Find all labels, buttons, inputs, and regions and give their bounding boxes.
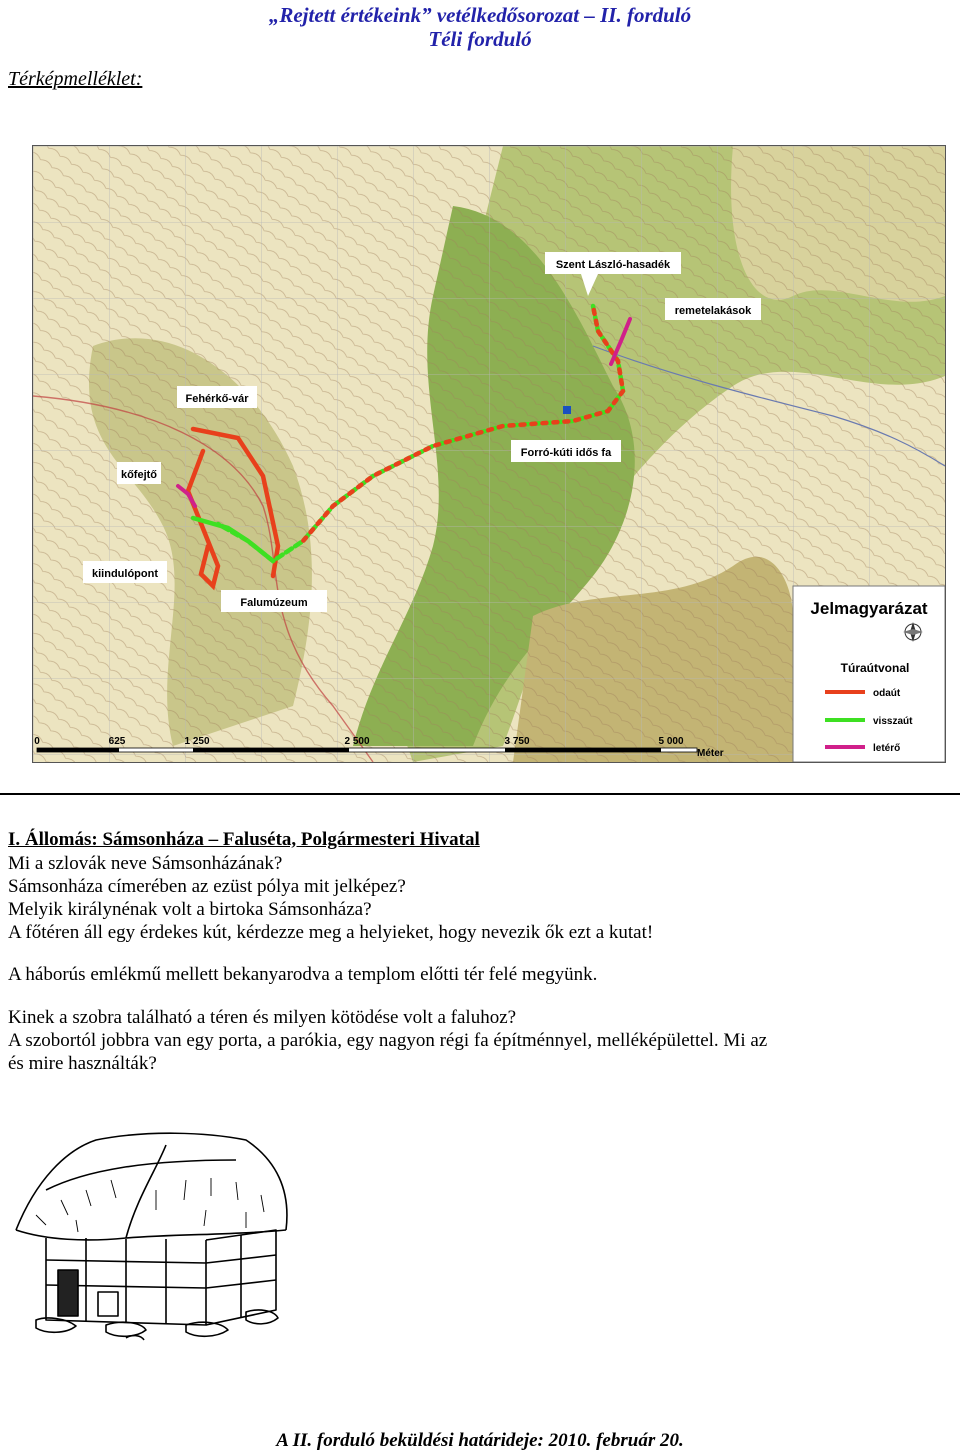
station-question-6-cont: és mire használták?	[8, 1053, 157, 1074]
station-question-3: Melyik királynénak volt a birtoka Sámsonháza?	[8, 899, 372, 920]
doc-title: „Rejtett értékeink” vetélkedősorozat – II. forduló	[268, 3, 692, 27]
station-question-5: Kinek a szobra található a téren és milyen kötödése volt a faluhoz?	[8, 1007, 517, 1028]
scale-tick-625: 625	[108, 736, 126, 747]
scale-tick-5000: 5 000	[658, 736, 684, 747]
legend-subtitle: Túraútvonal	[840, 661, 910, 675]
doc-subtitle: Téli forduló	[428, 27, 532, 51]
svg-text:Szent László-hasadék: Szent László-hasadék	[555, 259, 671, 271]
station-question-1: Mi a szlovák neve Sámsonházának?	[8, 853, 283, 874]
scale-tick-3750: 3 750	[504, 736, 530, 747]
station-instruction: A háborús emlékmű mellett bekanyarodva a templom előtti tér felé megyünk.	[8, 964, 598, 985]
station-title: I. Állomás: Sámsonháza – Faluséta, Polgármesteri Hivatal	[8, 829, 480, 850]
submission-deadline: A II. forduló beküldési határideje: 2010. február 20.	[276, 1430, 684, 1451]
scale-tick-2500: 2 500	[344, 736, 370, 747]
wooden-house-drawing	[6, 1120, 300, 1360]
label-forrokuti	[511, 440, 621, 462]
label-remetelakasok	[665, 298, 761, 320]
svg-text:kiindulópont: kiindulópont	[92, 568, 158, 580]
legend-label-visszaut: visszaút	[873, 716, 913, 727]
legend-label-letero: letérő	[873, 743, 901, 754]
scale-unit: Méter	[697, 748, 724, 759]
legend-title: Jelmagyarázat	[810, 599, 928, 618]
station-question-6: A szobortól jobbra van egy porta, a parókia, egy nagyon régi fa építménnyel, melléképülettel. Mi az	[8, 1030, 768, 1051]
map-section-label: Térképmelléklet:	[8, 68, 143, 90]
scale-tick-1250: 1 250	[184, 736, 210, 747]
label-feherko	[177, 386, 257, 408]
legend-label-odaut: odaút	[873, 688, 901, 699]
station-question-2: Sámsonháza címerében az ezüst pólya mit jelképez?	[8, 876, 406, 897]
svg-text:Fehérkő-vár: Fehérkő-vár	[185, 393, 249, 405]
label-falumuzeum	[221, 590, 327, 612]
svg-text:Falumúzeum: Falumúzeum	[240, 597, 308, 609]
hiking-map	[32, 145, 946, 763]
map-legend	[793, 586, 945, 762]
scale-tick-0: 0	[34, 736, 40, 747]
label-kiindulopont	[83, 561, 167, 583]
label-kofejto	[117, 462, 161, 484]
svg-text:remetelakások: remetelakások	[674, 305, 752, 317]
svg-text:Forró-kúti idős fa: Forró-kúti idős fa	[520, 447, 612, 459]
point-marker	[563, 406, 571, 414]
section-divider	[0, 793, 960, 795]
station-question-4: A főtéren áll egy érdekes kút, kérdezze meg a helyieket, hogy nevezik ők ezt a kutat!	[8, 922, 654, 943]
svg-text:kőfejtő: kőfejtő	[120, 469, 158, 481]
